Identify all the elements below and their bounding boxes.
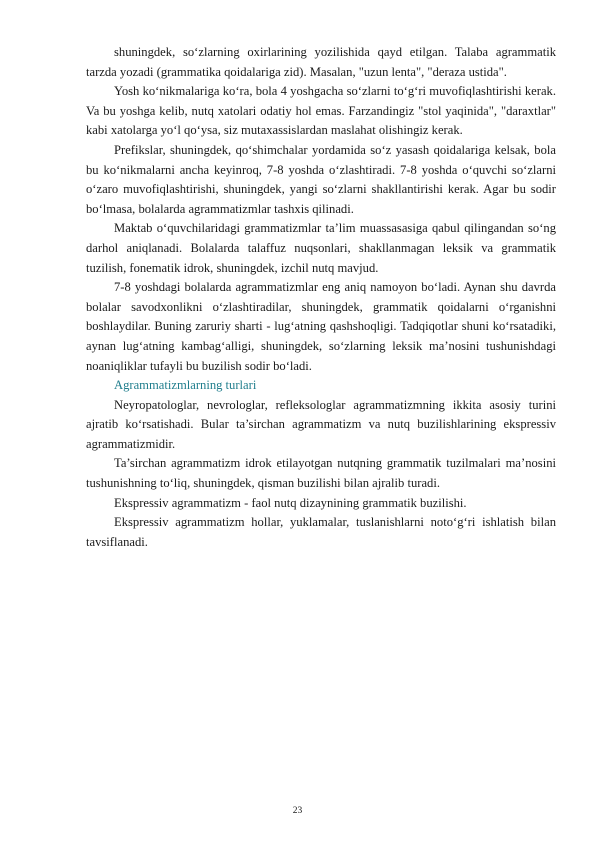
body-paragraph: Maktab o‘quvchilaridagi grammatizmlar ta’lim muassasasiga qabul qilingandan so‘ng darhol aniqlanadi. Bolalarda talaffuz nuqsonlari, shakllanmagan leksik va grammatik tuzilish, fonematik idrok, shuningdek, izchil nutq mavjud. xyxy=(86,221,556,275)
body-paragraph: Ekspressiv agrammatizm hollar, yuklamalar, tuslanishlarni noto‘g‘ri ishlatish bilan tavsiflanadi. xyxy=(86,515,556,549)
body-paragraph: Ta’sirchan agrammatizm idrok etilayotgan nutqning grammatik tuzilmalari ma’nosini tushunishning to‘liq, shuningdek, qisman buzilishi bilan ajralib turadi. xyxy=(86,456,556,491)
document-page xyxy=(86,43,556,552)
body-paragraph: shuningdek, so‘zlarning oxirlarining yozilishida qayd etilgan. Talaba agrammatik tarzda yozadi (grammatika qoidalariga zid). Masalan, "uzun lenta", "deraza ustida". xyxy=(86,45,556,79)
body-paragraph: 7-8 yoshdagi bolalarda agrammatizmlar eng aniq namoyon bo‘ladi. Aynan shu davrda bolalar savodxonlikni o‘zlashtiradilar, shuningdek, grammatik qoidalarni o‘rganishni boshlaydilar. Buning zaruriy sharti - lug‘atning qashshoqligi. Tadqiqotlar shuni ko‘rsatadiki, aynan lug‘atning kambag‘alligi, shuningdek, so‘zlarning leksik ma’nosini tushunishdagi noaniqliklar tufayli bu buzilish sodir bo‘ladi. xyxy=(86,280,556,373)
page-number: 23 xyxy=(292,806,303,816)
body-paragraph: Ekspressiv agrammatizm - faol nutq dizaynining grammatik buzilishi. xyxy=(114,495,467,510)
body-paragraph: Yosh ko‘nikmalariga ko‘ra, bola 4 yoshgacha so‘zlarni to‘g‘ri muvofiqlashtirishi kerak. Va bu yoshga kelib, nutq xatolari odatiy hol emas. Farzandingiz "stol yaqinida", "daraxtlar" kabi xatolarga yo‘l qo‘ysa, siz mutaxassislardan maslahat olishingiz kerak. xyxy=(86,84,556,138)
body-paragraph: Neyropatologlar, nevrologlar, refleksologlar agrammatizmning ikkita asosiy turini ajratib ko‘rsatishadi. Bular ta’sirchan agrammatizm va nutq buzilishlarining ekspressiv agrammatizmidir. xyxy=(86,397,556,451)
body-paragraph: Prefikslar, shuningdek, qo‘shimchalar yordamida so‘z yasash qoidalariga kelsak, bola bu ko‘nikmalarni ancha keyinroq, 7-8 yoshda o‘zlashtiradi. 7-8 yoshda o‘quvchi so‘zlarni o‘zaro muvofiqlashtirishi, shuningdek, yangi so‘zlarni shakllantirishi kerak. Agar bu sodir bo‘lmasa, bolalarda agrammatizmlar tashxis qilinadi. xyxy=(86,142,556,216)
section-heading: Agrammatizmlarning turlari xyxy=(114,378,257,393)
